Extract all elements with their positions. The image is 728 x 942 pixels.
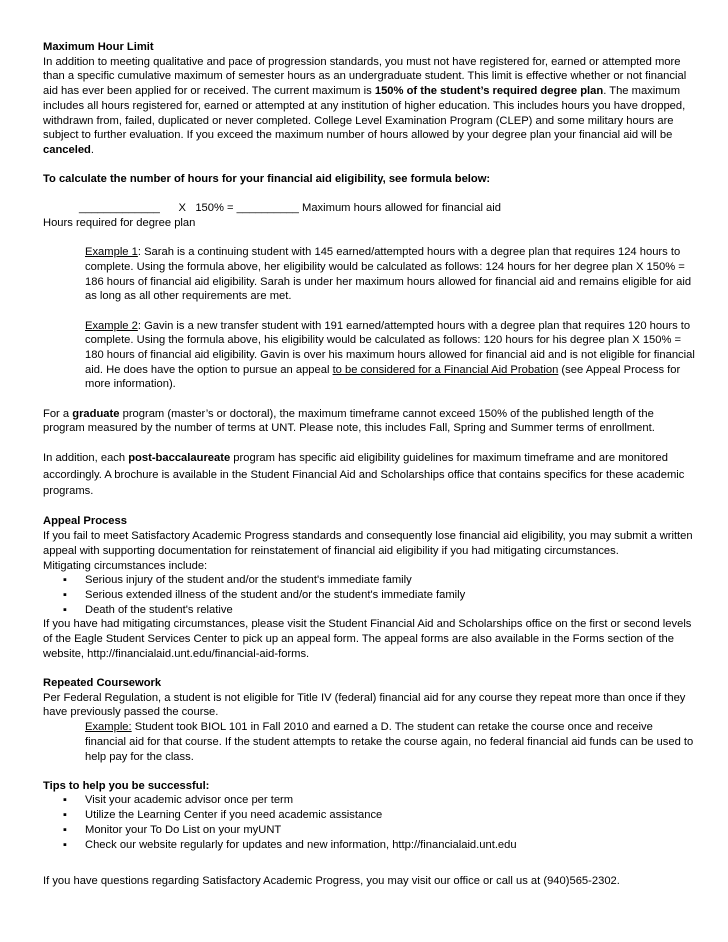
max-hour-title: Maximum Hour Limit	[43, 41, 154, 53]
mitigating-intro: Mitigating circumstances include:	[43, 559, 208, 572]
document-page	[43, 40, 693, 889]
max-hour-paragraph: In addition to meeting qualitative and pace of progression standards, you must not have registered for, earned or attempted more than a specific cumulative maximum of semester hours as an undergraduate student. This limit is effective whether or not financial aid has ever been applied for or received. The current maximum is 150% of the student’s required degree plan. The maximum includes all hours registered for, earned or attempted at any institution of higher education. This includes hours you have dropped, withdrawn from, failed, duplicated or never completed. College Level Examination Program (CLEP) and some military hours are subject to further evaluation. If you exceed the maximum number of hours allowed by your degree plan your financial aid will be canceled.	[43, 55, 687, 156]
appeal-paragraph: If you fail to meet Satisfactory Academic Progress standards and consequently lose financial aid eligibility, you may submit a written appeal with supporting documentation for reinstatement of financial aid eligibility if you had mitigating circumstances.	[43, 530, 693, 557]
example-1: Example 1: Sarah is a continuing student with 145 earned/attempted hours with a degree plan that requires 124 hours to complete. Using the formula above, her eligibility would be calculated as follows: 124 hours for her degree plan X 150% = 186 hours of financial aid eligibility. Sarah is under her maximum hours allowed for financial aid and remains eligible for aid as long as all other requirements are met.	[85, 246, 692, 303]
list-item: ▪ Visit your academic advisor once per term	[63, 793, 693, 808]
formula-label: Hours required for degree plan	[43, 217, 196, 230]
list-item: ▪ Serious extended illness of the student and/or the student's immediate family	[63, 588, 693, 603]
graduate-paragraph: For a graduate program (master’s or doctoral), the maximum timeframe cannot exceed 150% of the published length of the program measured by the number of terms at UNT. Please note, this includes Fall, Spring and Summer terms of enrollment.	[43, 407, 655, 435]
list-item: ▪ Utilize the Learning Center if you need academic assistance	[63, 808, 693, 823]
tips-title: Tips to help you be successful:	[43, 779, 210, 792]
closing-paragraph: If you have questions regarding Satisfactory Academic Progress, you may visit our office or call us at (940)565-2302.	[43, 875, 620, 888]
repeated-example: Example: Student took BIOL 101 in Fall 2010 and earned a D. The student can retake the course once and receive financial aid for that course. If the student attempts to retake the course again, no federal financial aid funds can be used to help pay for the class.	[85, 721, 694, 763]
formula-line: _____________ X 150% = __________ Maximum hours allowed for financial aid	[79, 202, 501, 215]
appeal-form-paragraph: If you have had mitigating circumstances, please visit the Student Financial Aid and Scholarships office on the first or second levels of the Eagle Student Services Center to pick up an appeal form. The appeal forms are also available in the Forms section of the website, http://financialaid.unt.edu/financial-aid-forms.	[43, 618, 692, 660]
mitigating-list	[43, 573, 693, 617]
appeal-title: Appeal Process	[43, 515, 127, 528]
tips-list	[43, 793, 693, 852]
repeated-paragraph: Per Federal Regulation, a student is not eligible for Title IV (federal) financial aid for any course they repeat more than once if they have previously passed the course.	[43, 691, 686, 719]
list-item: ▪ Death of the student's relative	[63, 603, 693, 618]
list-item: ▪ Serious injury of the student and/or the student's immediate family	[63, 573, 693, 588]
example-2: Example 2: Gavin is a new transfer student with 191 earned/attempted hours with a degree plan that requires 120 hours to complete. Using the formula above, his eligibility would be calculated as follows: 120 hours for his degree plan X 150% = 180 hours of financial aid eligibility. Gavin is over his maximum hours allowed for financial aid and is not eligible for financial aid. He does have the option to pursue an appeal to be considered for a Financial Aid Probation (see Appeal Process for more information).	[85, 319, 695, 391]
repeated-title: Repeated Coursework	[43, 677, 162, 689]
list-item: ▪ Monitor your To Do List on your myUNT	[63, 823, 693, 838]
list-item: ▪ Check our website regularly for updates and new information, http://financialaid.unt.edu	[63, 838, 693, 853]
calc-heading: To calculate the number of hours for your financial aid eligibility, see formula below:	[43, 173, 491, 186]
post-bac-paragraph: In addition, each post-baccalaureate program has specific aid eligibility guidelines for maximum timeframe and are monitored accordingly. A brochure is available in the Student Financial Aid and Scholarships office that contains specifics for these academic programs.	[43, 452, 685, 498]
